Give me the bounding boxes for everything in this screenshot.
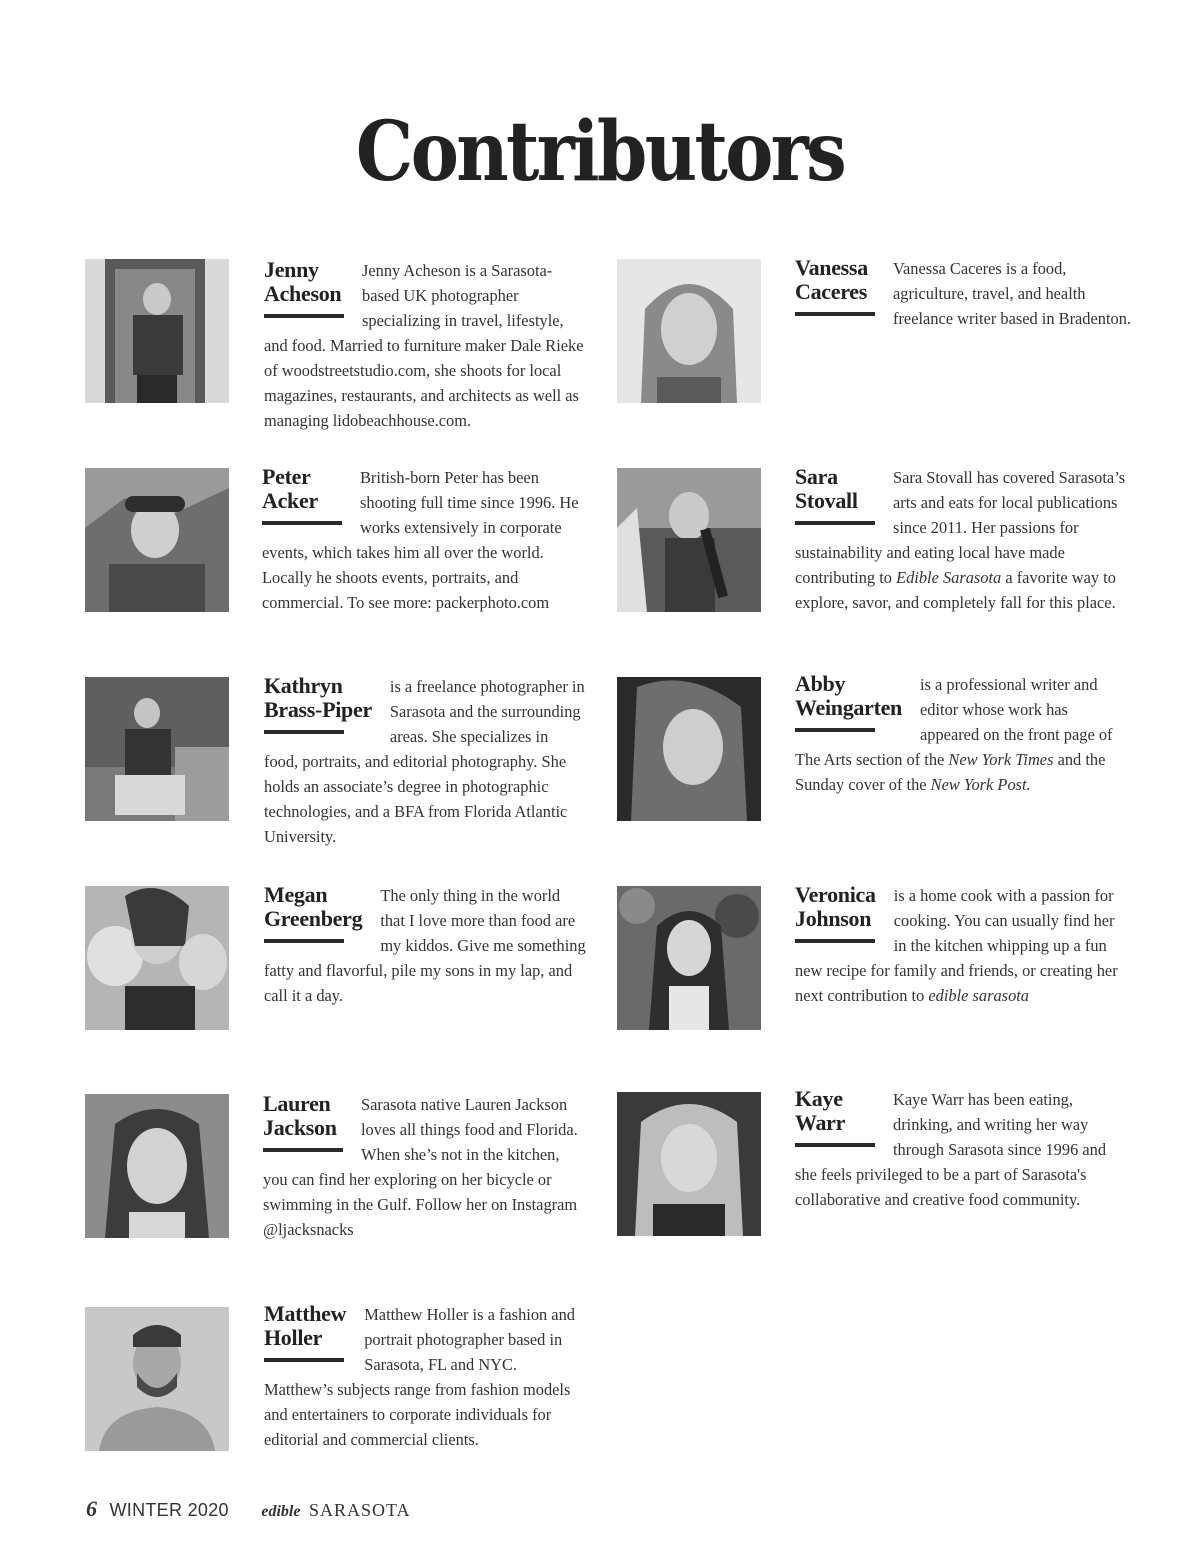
contributor-photo-lauren-jackson bbox=[85, 1094, 229, 1238]
contributor-photo-kathryn-brass-piper bbox=[85, 677, 229, 821]
contributor-bio-peter-acker: Peter Acker British-born Peter has been shooting full time since 1996. He works extensively in corporate events, which takes him all over the world. Locally he shoots events, portraits, and commercial. To see more: packerphoto.com bbox=[262, 464, 579, 612]
contributor-photo-vanessa-caceres bbox=[617, 259, 761, 403]
contributor-name: Sara Stovall bbox=[795, 465, 875, 534]
page-number: 6 bbox=[86, 1496, 97, 1521]
contributor-photo-peter-acker bbox=[85, 468, 229, 612]
page-footer bbox=[86, 1496, 411, 1522]
contributor-name: Matthew Holler bbox=[264, 1302, 346, 1371]
contributor-bio-kaye-warr: Kaye Warr Kaye Warr has been eating, drinking, and writing her way through Sarasota since 1996 and she feels privileged to be a part of Sarasota's collaborative and creative food community. bbox=[795, 1086, 1107, 1209]
contributor-bio-veronica-johnson: Veronica Johnson is a home cook with a passion for cooking. You can usually find her in the kitchen whipping up a fun new recipe for family and friends, or creating her next contribution to edible sarasota bbox=[795, 882, 1118, 1005]
contributor-photo-megan-greenberg bbox=[85, 886, 229, 1030]
contributor-bio-megan-greenberg: Megan Greenberg The only thing in the world that I love more than food are my kiddos. Give me something fatty and flavorful, pile my sons in my lap, and call it a day. bbox=[264, 882, 586, 1005]
contributor-bio-lauren-jackson: Lauren Jackson Sarasota native Lauren Jackson loves all things food and Florida. When she’s not in the kitchen, you can find her exploring on her bicycle or swimming in the Gulf. Follow her on Instagram @ljacksnacks bbox=[263, 1091, 578, 1239]
contributor-photo-matthew-holler bbox=[85, 1307, 229, 1451]
issue-label: WINTER 2020 bbox=[109, 1500, 229, 1520]
brand-italic: edible bbox=[261, 1503, 301, 1520]
contributor-name: Megan Greenberg bbox=[264, 883, 362, 952]
contributor-name: Veronica Johnson bbox=[795, 883, 876, 952]
contributor-name: Vanessa Caceres bbox=[795, 256, 875, 325]
contributor-bio-matthew-holler: Matthew Holler Matthew Holler is a fashion and portrait photographer based in Sarasota, FL and NYC. Matthew’s subjects range from fashion models and entertainers to corporate individuals for editorial and commercial clients. bbox=[264, 1301, 575, 1449]
contributor-bio-abby-weingarten: Abby Weingarten is a professional writer and editor whose work has appeared on the front page of The Arts section of the New York Times and the Sunday cover of the New York Post. bbox=[795, 671, 1113, 794]
contributor-photo-kaye-warr bbox=[617, 1092, 761, 1236]
contributor-name: Jenny Acheson bbox=[264, 258, 344, 327]
contributor-bio-vanessa-caceres: Vanessa Caceres Vanessa Caceres is a food, agriculture, travel, and health freelance writer based in Bradenton. bbox=[795, 255, 1132, 328]
page-title: Contributors bbox=[355, 104, 845, 200]
contributor-bio-jenny-acheson: Jenny Acheson Jenny Acheson is a Sarasota-based UK photographer specializing in travel, lifestyle, and food. Married to furniture maker Dale Rieke of woodstreetstudio.com, she shoots for local magazines, restaurants, and architects as well as managing lidobeachhouse.com. bbox=[264, 257, 584, 430]
contributor-photo-veronica-johnson bbox=[617, 886, 761, 1030]
contributor-name: Peter Acker bbox=[262, 465, 342, 534]
contributor-photo-abby-weingarten bbox=[617, 677, 761, 821]
contributor-name: Lauren Jackson bbox=[263, 1092, 343, 1161]
contributor-name: Abby Weingarten bbox=[795, 672, 902, 741]
contributor-photo-jenny-acheson bbox=[85, 259, 229, 403]
contributor-bio-kathryn-brass-piper: Kathryn Brass-Piper is a freelance photographer in Sarasota and the surrounding areas. She specializes in food, portraits, and editorial photography. She holds an associate’s degree in photographic technologies, and a BFA from Florida Atlantic University. bbox=[264, 673, 585, 846]
contributor-photo-sara-stovall bbox=[617, 468, 761, 612]
contributor-name: Kaye Warr bbox=[795, 1087, 875, 1156]
contributor-bio-sara-stovall: Sara Stovall Sara Stovall has covered Sarasota’s arts and eats for local publications since 2011. Her passions for sustainability and eating local have made contributing to Edible Sarasota a favorite way to explore, savor, and completely fall for this place. bbox=[795, 464, 1126, 612]
contributor-name: Kathryn Brass-Piper bbox=[264, 674, 372, 743]
brand-caps: SARASOTA bbox=[308, 1500, 411, 1520]
